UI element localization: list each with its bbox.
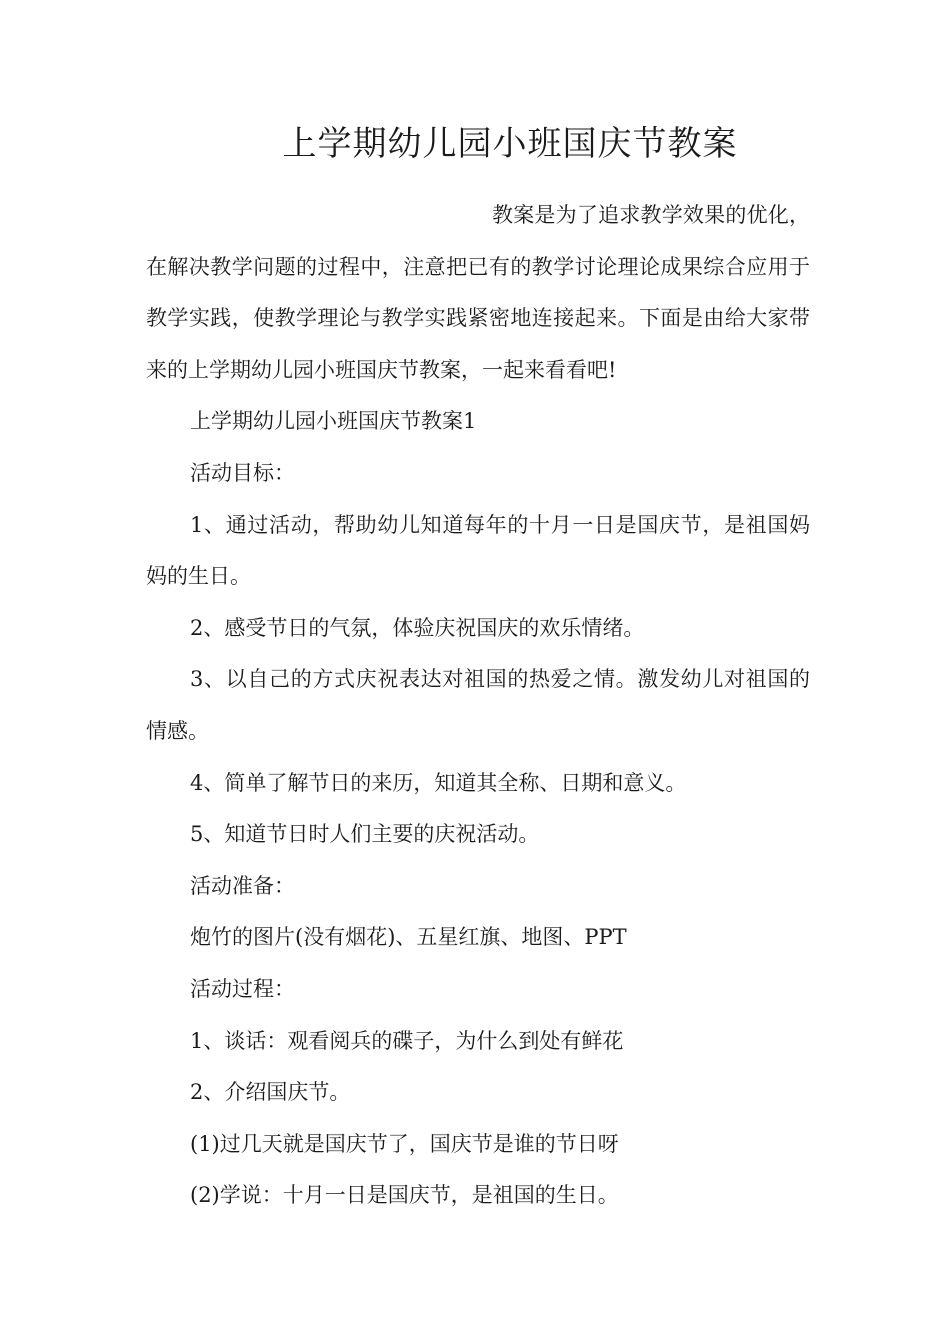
- intro-paragraph: 教案是为了追求教学效果的优化，在解决教学问题的过程中，注意把已有的教学讨论理论成果综合应用于教学实践，使教学理论与教学实践紧密地连接起来。下面是由给大家带来的上学期幼儿园小班国庆节教案，一起来看看吧!: [146, 203, 810, 382]
- goal-item-2: 2、感受节日的气氛，体验庆祝国庆的欢乐情绪。: [190, 615, 645, 640]
- preparation-materials: 炮竹的图片(没有烟花)、五星红旗、地图、PPT: [190, 925, 627, 950]
- section-heading-process: 活动过程：: [190, 976, 295, 1001]
- goal-item-3: 3、以自己的方式庆祝表达对祖国的热爱之情。激发幼儿对祖国的情感。: [146, 667, 810, 743]
- process-step-2: 2、介绍国庆节。: [190, 1080, 351, 1105]
- section-heading-goals: 活动目标：: [190, 460, 295, 485]
- process-substep-2: (2)学说：十月一日是国庆节，是祖国的生日。: [190, 1183, 619, 1208]
- document-body: [146, 190, 810, 1222]
- process-substep-1: (1)过几天就是国庆节了，国庆节是谁的节日呀: [190, 1131, 619, 1156]
- goal-item-1: 1、通过活动，帮助幼儿知道每年的十月一日是国庆节，是祖国妈妈的生日。: [146, 512, 810, 589]
- section-heading-preparation: 活动准备：: [190, 873, 295, 898]
- lesson-heading: 上学期幼儿园小班国庆节教案1: [190, 409, 477, 434]
- document-title: 上学期幼儿园小班国庆节教案: [282, 124, 738, 164]
- goal-item-5: 5、知道节日时人们主要的庆祝活动。: [190, 822, 540, 847]
- process-step-1: 1、谈话：观看阅兵的碟子，为什么到处有鲜花: [190, 1028, 624, 1053]
- goal-item-4: 4、简单了解节日的来历，知道其全称、日期和意义。: [190, 770, 687, 795]
